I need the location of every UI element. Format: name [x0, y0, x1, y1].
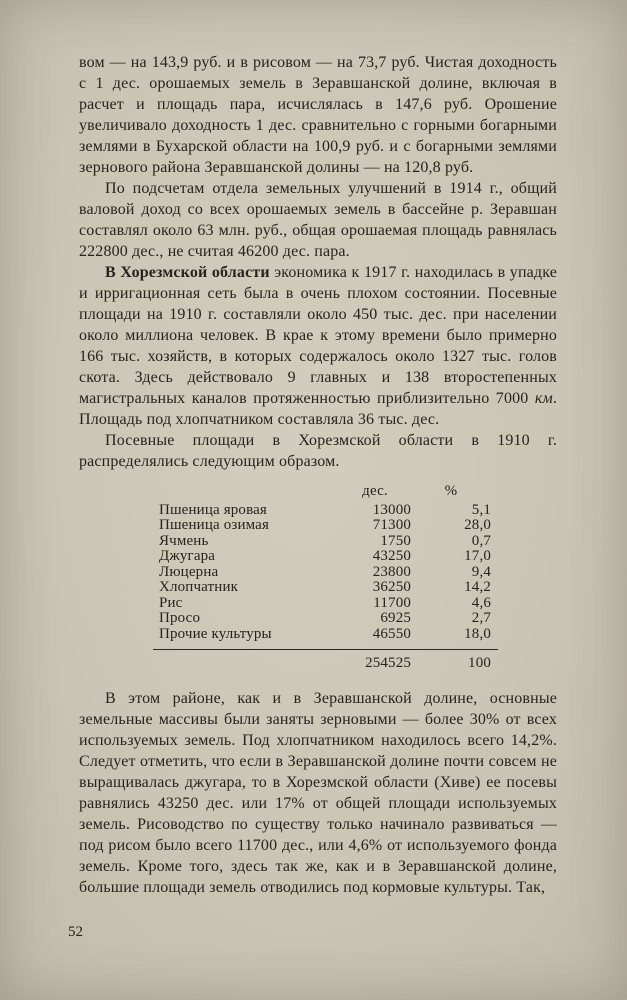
crop-pct: 28,0	[464, 517, 491, 533]
table-row	[159, 503, 495, 519]
table-header-row	[159, 484, 495, 500]
crop-des: 1750	[380, 532, 411, 549]
crop-name: Люцерна	[159, 563, 219, 580]
total-pct: 100	[468, 655, 491, 671]
table-row	[159, 518, 495, 534]
crop-des: 11700	[373, 594, 411, 611]
crop-pct: 2,7	[471, 610, 491, 626]
total-des: 254525	[365, 655, 411, 671]
crop-des: 43250	[372, 548, 411, 564]
paragraph-table-intro: Посевные площади в Хорезмской области в 1910 г. распределялись следующим образом.	[79, 432, 557, 470]
crop-des: 36250	[372, 579, 411, 595]
paragraph-gross-income: По подсчетам отдела земельных улучшений в 1914 г., общий валовой доход со всех орошаемых земель в бассейне р. Зеравшан составлял около 63 млн. руб., общая орошаемая площадь равнялась 222800 дес., не считая 46200 дес. пара.	[79, 180, 557, 260]
table-row	[159, 627, 495, 643]
paragraph-khorezm	[79, 262, 557, 430]
table-row	[159, 549, 495, 565]
crop-pct: 18,0	[464, 625, 491, 642]
crop-name: Просо	[159, 610, 201, 626]
crop-des: 46550	[372, 625, 411, 642]
crop-name: Пшеница яровая	[159, 501, 267, 518]
page-number: 52	[68, 924, 83, 940]
unit-km-italic: км	[534, 390, 553, 407]
crop-des: 13000	[372, 501, 411, 518]
table-total-rule	[153, 649, 498, 650]
crop-pct: 0,7	[471, 532, 491, 549]
crop-pct: 5,1	[471, 501, 491, 518]
table-row	[159, 611, 495, 627]
crop-name: Пшеница озимая	[159, 517, 270, 533]
table-row	[159, 534, 495, 550]
paragraph-continuation: вом — на 143,9 руб. и в рисовом — на 73,7 руб. Чистая доходность с 1 дес. орошаемых земель в Зеравшанской долине, включая в расчет и площадь пара, исчислялась в 147,6 руб. Орошение увеличивало доходность 1 дес. сравнительно с горными богарными землями в Бухарской области на 100,9 руб. и с богарными землями зернового района Зеравшанской долины — на 120,8 руб.	[79, 54, 557, 176]
crop-area-table	[159, 484, 495, 672]
paragraph-analysis: В этом районе, как и в Зеравшанской долине, основные земельные массивы были заняты зерновыми — более 30% от всех используемых земель. Под хлопчатником находилось всего 14,2%. Следует отметить, что если в Зеравшанской долине почти совсем не выращивалась джугара, то в Хорезмской области (Хиве) ее посевы равнялись 43250 дес. или 17% от общей площади используемых земель. Рисоводство по существу только начинало развиваться — под рисом было всего 11700 дес., или 4,6% от используемого фонда земель. Кроме того, здесь так же, как и в Зеравшанской долине, большие площади земель отводились под кормовые культуры. Так,	[79, 689, 557, 896]
crop-pct: 14,2	[464, 579, 491, 595]
crop-name: Хлопчатник	[159, 579, 239, 595]
paragraph-khorezm-text-b: . Площадь под хлопчатником составляла 36 тыс. дес.	[79, 390, 557, 428]
table-row	[159, 580, 495, 596]
crop-pct: 9,4	[471, 563, 491, 580]
crop-pct: 17,0	[464, 548, 491, 564]
header-des: дес.	[362, 483, 388, 499]
crop-name: Ячмень	[159, 532, 209, 549]
paragraph-bold-lead: В Хорезмской области	[105, 264, 270, 281]
text-column	[79, 52, 557, 898]
table-row	[159, 596, 495, 612]
paragraph-khorezm-text-a: экономика к 1917 г. находилась в упадке и ирригационная сеть была в очень плохом состоянии. Посевные площади на 1910 г. составляли около 450 тыс. дес. при населении около миллиона человек. В крае к этому времени было примерно 166 тыс. хозяйств, в которых содержалось около 1327 тыс. голов скота. Здесь действовало 9 главных и 138 второстепенных магистральных каналов протяженностью приблизительно 7000	[79, 264, 557, 407]
crop-pct: 4,6	[471, 594, 491, 611]
table-row	[159, 565, 495, 581]
crop-name: Прочие культуры	[159, 625, 272, 642]
table-total-row	[159, 656, 495, 672]
crop-name: Джугара	[159, 548, 216, 564]
crop-name: Рис	[159, 594, 183, 611]
crop-des: 71300	[372, 517, 411, 533]
header-pct: %	[444, 483, 458, 499]
crop-des: 23800	[372, 563, 411, 580]
crop-des: 6925	[380, 610, 411, 626]
